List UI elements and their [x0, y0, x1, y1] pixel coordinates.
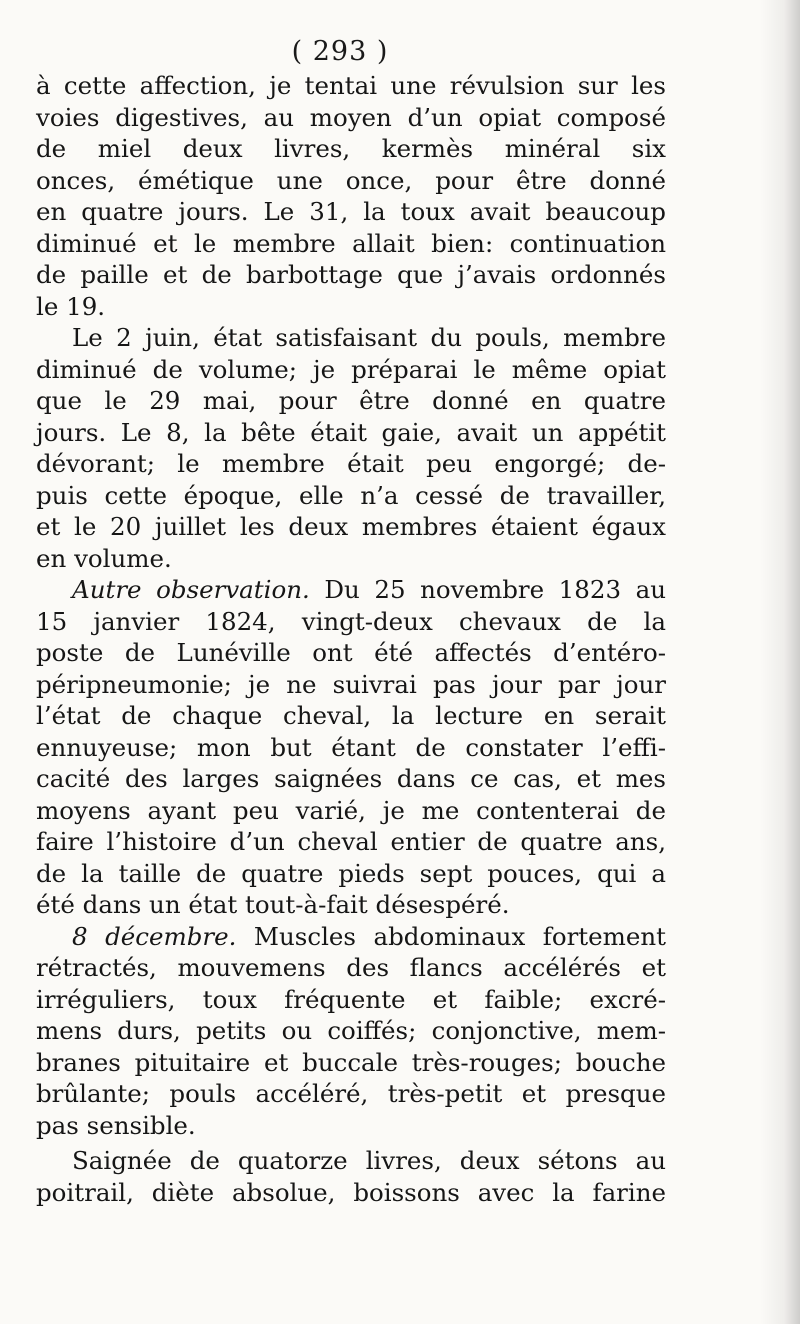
body-text: [36, 70, 666, 1208]
text-line: et le 20 juillet les deux membres étaient égaux: [36, 512, 666, 541]
text-line: cacité des larges saignées dans ce cas, et mes: [36, 764, 666, 793]
text-line: moyens ayant peu varié, je me contenterai de: [36, 795, 666, 825]
text-line: brûlante; pouls accéléré, très-petit et presque: [36, 1079, 666, 1108]
text-line-rest: Muscles abdominaux fortement: [236, 921, 667, 951]
text-line: pas sensible.: [36, 1110, 196, 1140]
text-line: [36, 921, 666, 953]
text-line: de la taille de quatre pieds sept pouces, qui a: [36, 858, 666, 888]
text-line: [36, 574, 666, 606]
text-line: que le 29 mai, pour être donné en quatre: [36, 386, 666, 415]
italic-lead: Autre observation.: [72, 575, 310, 604]
text-line: poitrail, diète absolue, boissons avec la farine: [36, 1177, 666, 1207]
text-line: rétractés, mouvemens des flancs accélérés et: [36, 953, 666, 982]
text-line: voies digestives, au moyen d’un opiat composé: [36, 102, 666, 132]
text-line: en quatre jours. Le 31, la toux avait beaucoup: [36, 197, 666, 226]
text-line: Le 2 juin, état satisfaisant du pouls, membre: [72, 323, 666, 352]
italic-lead: 8 décembre.: [72, 921, 237, 951]
page-number: ( 293 ): [291, 36, 389, 67]
text-line: mens durs, petits ou coiffés; conjonctive, mem-: [36, 1016, 666, 1045]
text-line: péripneumonie; je ne suivrai pas jour par jour: [36, 669, 666, 699]
text-line: 15 janvier 1824, vingt-deux chevaux de la: [36, 606, 666, 636]
text-line: de paille et de barbottage que j’avais ordonnés: [36, 260, 666, 289]
text-line: à cette affection, je tentai une révulsion sur les: [36, 71, 666, 100]
text-line: le 19.: [36, 291, 106, 321]
text-line: en volume.: [36, 543, 172, 573]
text-line: l’état de chaque cheval, la lecture en serait: [36, 701, 666, 730]
text-line: ennuyeuse; mon but étant de constater l’effi-: [36, 732, 666, 762]
text-line: jours. Le 8, la bête était gaie, avait un appétit: [36, 417, 666, 447]
text-line: diminué et le membre allait bien: continuation: [36, 228, 666, 258]
text-line: irréguliers, toux fréquente et faible; excré-: [36, 984, 666, 1014]
text-line: onces, émétique une once, pour être donné: [36, 165, 666, 195]
text-line: Saignée de quatorze livres, deux sétons au: [72, 1146, 666, 1175]
text-line: été dans un état tout-à-fait désespéré.: [36, 890, 510, 919]
text-line: puis cette époque, elle n’a cessé de travailler,: [36, 480, 666, 510]
text-line: poste de Lunéville ont été affectés d’entéro-: [36, 638, 666, 667]
text-line: branes pituitaire et buccale très-rouges; bouche: [36, 1047, 666, 1077]
text-line-rest: Du 25 novembre 1823 au: [309, 575, 666, 604]
text-line: faire l’histoire d’un cheval entier de quatre ans,: [36, 827, 666, 856]
page-edge-shadow: [760, 0, 800, 1324]
text-line: dévorant; le membre était peu engorgé; de-: [36, 449, 666, 478]
text-line: de miel deux livres, kermès minéral six: [36, 134, 666, 163]
text-line: diminué de volume; je préparai le même opiat: [36, 354, 666, 384]
